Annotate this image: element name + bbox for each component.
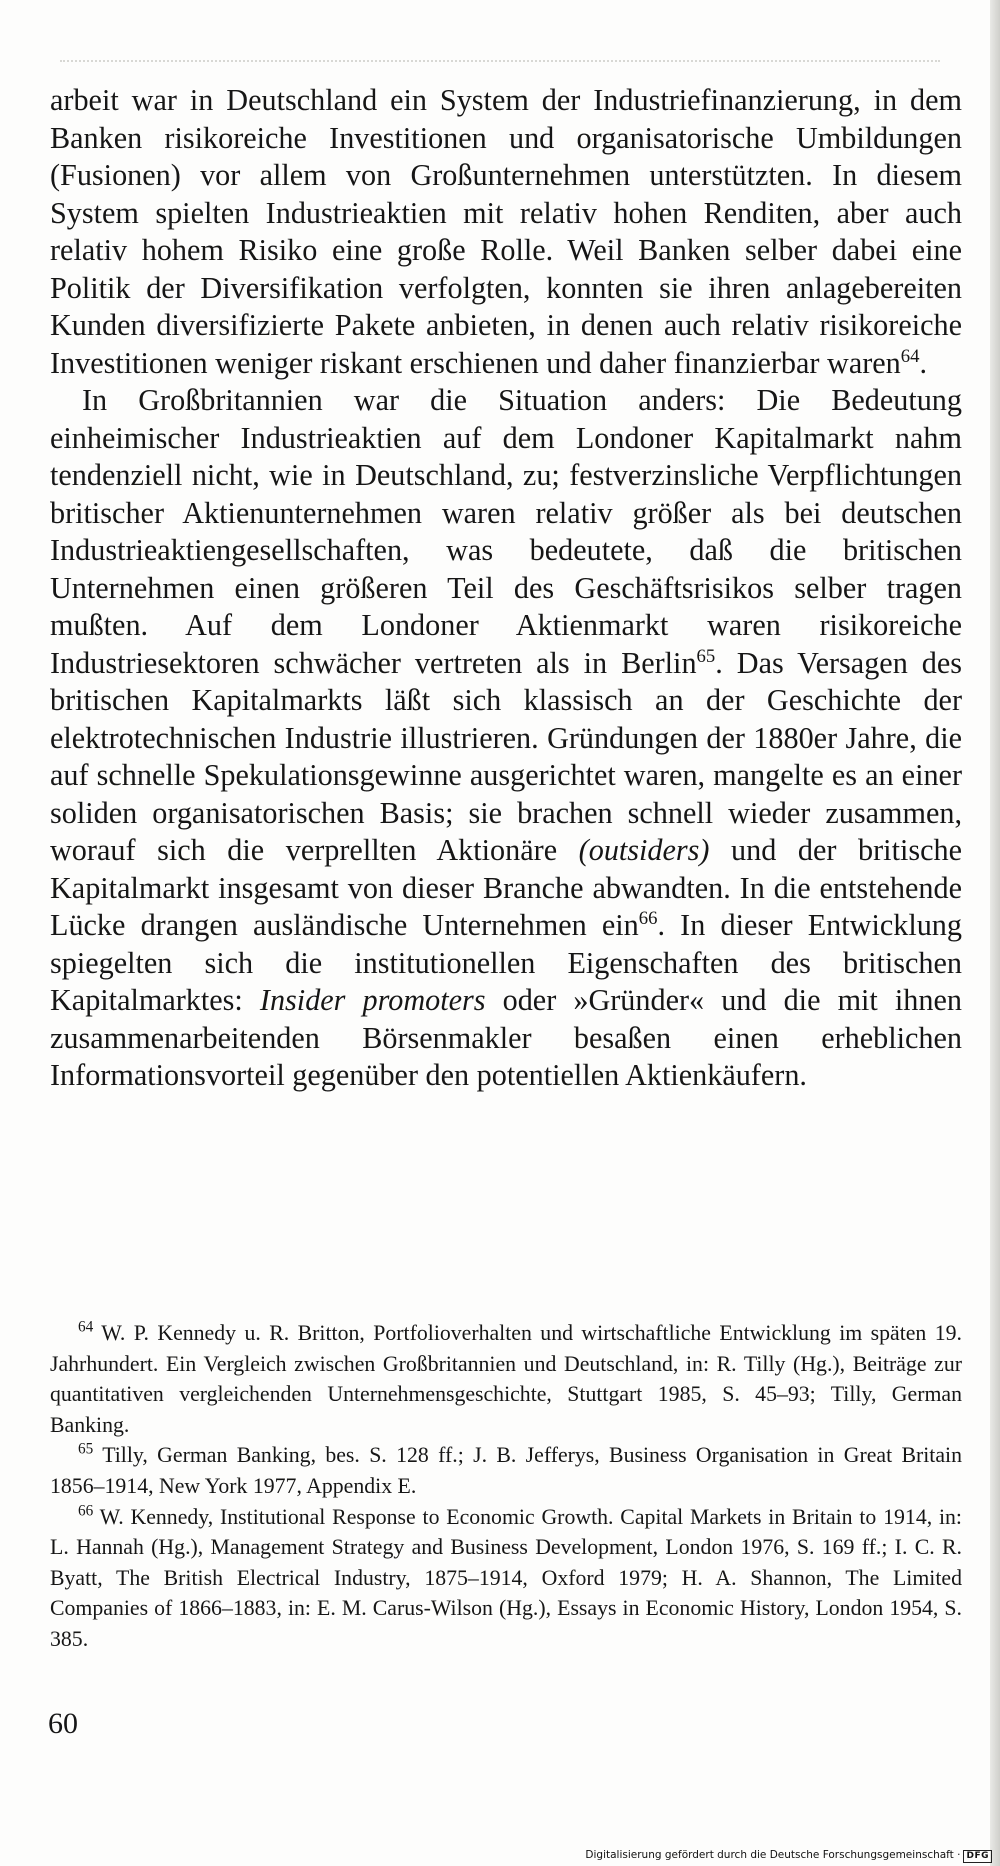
footnote-ref-66[interactable]: 66 <box>638 907 658 929</box>
paragraph-2-text-a: In Großbritannien war die Situation anders: Die Bedeutung einheimischer Industrieaktien auf dem Londoner Kapitalmarkt nahm tendenziell nicht, wie in Deutschland, zu; festverzinsliche Verpflichtungen britischer Aktienunternehmen waren relativ größer als bei deutschen Industrieaktiengesellschaften, was bedeutete, daß die britischen Unternehmen einen größeren Teil des Geschäftsrisikos selber tragen mußten. Auf dem Londoner Aktienmarkt waren risikoreiche Industriesektoren schwächer vertreten als in Berlin <box>50 383 962 680</box>
footnote-number: 66 <box>78 1502 94 1520</box>
italic-outsiders: (outsiders) <box>578 833 710 867</box>
footnote-text: W. P. Kennedy u. R. Britton, Portfolioverhalten und wirtschaftliche Entwicklung im späten 19. Jahrhundert. Ein Vergleich zwischen Großbritannien und Deutschland, in: R. Tilly (Hg.), Beiträge zur quantitativen vergleichenden Unternehmensgeschichte, Stuttgart 1985, S. 45–93; Tilly, German Banking. <box>50 1321 962 1437</box>
paragraph-1 <box>50 82 962 382</box>
footnote-65 <box>50 1440 962 1501</box>
paragraph-1-end: . <box>919 345 928 380</box>
italic-insider-promoters: Insider promoters <box>259 983 486 1017</box>
footnote-66 <box>50 1502 962 1655</box>
footnote-ref-65[interactable]: 65 <box>696 645 716 667</box>
paragraph-2-text-c: und der britische Kapitalmarkt insgesamt von dieser Branche abwandten. In die entstehende Lücke drangen ausländische Unternehmen ein <box>50 833 962 942</box>
paragraph-1-text: arbeit war in Deutschland ein System der Industriefinanzierung, in dem Banken risikoreiche Investitionen und organisatorische Umbildungen (Fusionen) vor allem von Großunternehmen unterstützten. In diesem System spielten Industrieaktien mit relativ hohen Renditen, aber auch relativ hohem Risiko eine große Rolle. Weil Banken selber dabei eine Politik der Diversifikation verfolgten, konnten sie ihren anlagebereiten Kunden diversifizierte Pakete anbieten, in denen auch relativ risikoreiche Investitionen weniger riskant erschienen und daher finanzierbar waren <box>50 83 962 380</box>
credit-text: Digitalisierung gefördert durch die Deutsche Forschungsgemeinschaft · <box>585 1849 961 1861</box>
main-text <box>50 82 962 1095</box>
page-gutter-edge <box>990 0 1000 1866</box>
paragraph-2 <box>50 382 962 1095</box>
paragraph-2-text-e: oder »Gründer« und die mit ihnen zusammenarbeitenden Börsenmakler besaßen einen erheblichen Informationsvorteil gegenüber den potentiellen Aktienkäufern. <box>50 983 962 1092</box>
footnote-number: 64 <box>78 1318 94 1336</box>
page-number: 60 <box>48 1707 78 1740</box>
page-top-edge <box>60 60 940 64</box>
footnotes <box>50 1318 962 1655</box>
paragraph-2-text-b: . Das Versagen des britischen Kapitalmarkts läßt sich klassisch an der Geschichte der elektrotechnischen Industrie illustrieren. Gründungen der 1880er Jahre, die auf schnelle Spekulationsgewinne ausgerichtet waren, mangelte es an einer soliden organisatorischen Basis; sie brachen schnell wieder zusammen, worauf sich die verprellten Aktionäre <box>50 645 963 867</box>
footnote-text: W. Kennedy, Institutional Response to Economic Growth. Capital Markets in Britain to 1914, in: L. Hannah (Hg.), Management Strategy and Business Development, London 1976, S. 169 ff.; I. C. R. Byatt, The British Electrical Industry, 1875–1914, Oxford 1979; H. A. Shannon, The Limited Companies of 1866–1883, in: E. M. Carus-Wilson (Hg.), Essays in Economic History, London 1954, S. 385. <box>50 1504 962 1651</box>
dfg-logo-icon: DFG <box>963 1850 992 1863</box>
footnote-text: Tilly, German Banking, bes. S. 128 ff.; J. B. Jefferys, Business Organisation in Great Britain 1856–1914, New York 1977, Appendix E. <box>50 1443 962 1498</box>
digitization-credit <box>585 1848 992 1863</box>
footnote-ref-64[interactable]: 64 <box>900 345 920 367</box>
footnote-number: 65 <box>78 1441 94 1459</box>
paragraph-2-text-d: . In dieser Entwicklung spiegelten sich die institutionellen Eigenschaften des britischen Kapitalmarktes: <box>50 908 962 1017</box>
footnote-64 <box>50 1318 962 1440</box>
